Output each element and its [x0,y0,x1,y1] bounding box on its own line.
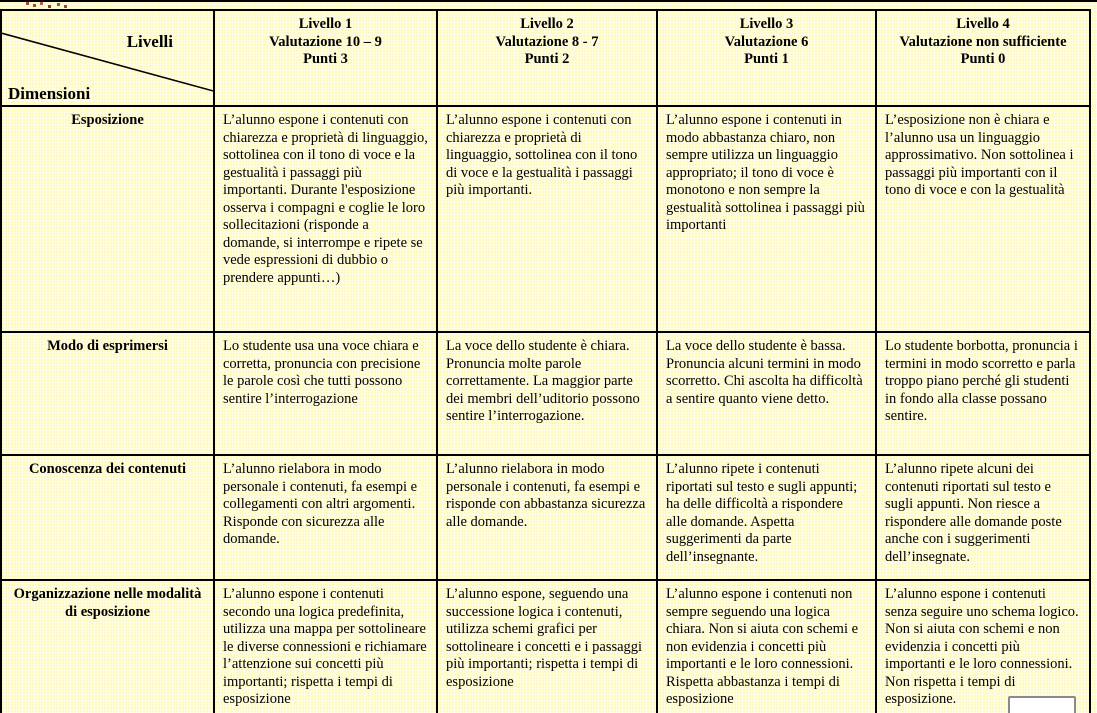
header-line: Livello 2 [520,16,574,32]
header-line: Livello 3 [739,16,794,32]
corner-label-dimensioni: Dimensioni [8,83,91,103]
row-header-modo-di-esprimersi: Modo di esprimersi [1,332,214,455]
cell-esposizione-livello-1: L’alunno espone i contenuti con chiarezza e proprietà di linguaggio, sottolinea con il tono di voce e la gestualità i passaggi più importanti. Durante l'esposizione osserva i compagni e coglie le loro sollecitazioni (risponde a domande, si interrompe e ripete se vede espressioni di dubbio o prendere appunti…) [214,106,437,332]
column-header-livello-1 [214,10,437,106]
row-header-conoscenza: Conoscenza dei contenuti [1,455,214,580]
header-line: Valutazione non sufficiente [899,33,1067,50]
header-line: Valutazione 10 – 9 [269,33,382,50]
cell-esposizione-livello-3: L’alunno espone i contenuti in modo abbastanza chiaro, non sempre utilizza un linguaggio appropriato; il tono di voce è monotono e non sempre la gestualità sottolinea i passaggi più importanti [657,106,876,332]
cell-modo-livello-1: Lo studente usa una voce chiara e corretta, pronuncia con precisione le parole così che tutti possono sentire l’interrogazione [214,332,437,455]
cell-organizzazione-livello-1: L’alunno espone i contenuti secondo una logica predefinita, utilizza una mappa per sottolineare le diverse connessioni e richiamare l’attenzione sui concetti più importanti; rispetta i tempi di esposizione [214,580,437,713]
header-line: Punti 2 [524,51,570,67]
cell-conoscenza-livello-2: L’alunno rielabora in modo personale i contenuti, fa esempi e risponde con abbastanza sicurezza alle domande. [437,455,657,580]
cell-organizzazione-livello-4: L’alunno espone i contenuti senza seguire uno schema logico. Non si aiuta con schemi e non evidenzia i concetti più importanti e le loro connessioni. Non rispetta i tempi di esposizione. [876,580,1090,713]
header-line: Punti 0 [960,51,1006,67]
row-header-organizzazione: Organizzazione nelle modalità di esposizione [1,580,214,713]
cell-conoscenza-livello-4: L’alunno ripete alcuni dei contenuti riportati sul testo e sugli appunti. Non riesce a rispondere alle domande poste anche con i suggerimenti dell’insegnate. [876,455,1090,580]
header-line: Punti 3 [303,51,348,67]
cell-organizzazione-livello-2: L’alunno espone, seguendo una successione logica i contenuti, utilizza schemi grafici per sottolineare i concetti e i passaggi più importanti; rispetta i tempi di esposizione [437,580,657,713]
table-row-esposizione [1,106,1090,332]
cell-esposizione-livello-4: L’esposizione non è chiara e l’alunno usa un linguaggio approssimativo. Non sottolinea i passaggi più importanti con il tono di voce e con la gestualità [876,106,1090,332]
partial-box-bottom-right [1008,696,1076,713]
table-row-modo-di-esprimersi [1,332,1090,455]
cut-off-text-fragment [26,2,29,5]
evaluation-rubric-table [0,9,1091,713]
header-line: Valutazione 6 [724,33,809,50]
cell-conoscenza-livello-3: L’alunno ripete i contenuti riportati sul testo e sugli appunti; ha delle difficoltà a rispondere alle domande. Aspetta suggerimenti da parte dell’insegnante. [657,455,876,580]
header-line: Punti 1 [744,51,789,67]
column-header-livello-4 [876,10,1090,106]
header-row [1,10,1090,106]
cell-organizzazione-livello-3: L’alunno espone i contenuti non sempre seguendo una logica chiara. Non si aiuta con schemi e non evidenzia i concetti più importanti e le loro connessioni. Rispetta abbastanza i tempi di esposizione [657,580,876,713]
cell-modo-livello-3: La voce dello studente è bassa. Pronuncia alcuni termini in modo scorretto. Chi ascolta ha difficoltà a sentire quanto viene detto. [657,332,876,455]
column-header-livello-3 [657,10,876,106]
header-line: Livello 4 [956,16,1010,32]
header-line: Livello 1 [298,16,353,32]
corner-cell [1,10,214,106]
header-line: Valutazione 8 - 7 [495,33,599,50]
table-row-organizzazione [1,580,1090,713]
top-border-line [0,0,1097,2]
cell-modo-livello-2: La voce dello studente è chiara. Pronuncia molte parole correttamente. La maggior parte dei membri dell’uditorio possono sentire l’interrogazione. [437,332,657,455]
row-header-esposizione: Esposizione [1,106,214,332]
column-header-livello-2 [437,10,657,106]
corner-label-livelli: Livelli [126,32,173,51]
table-row-conoscenza [1,455,1090,580]
cell-esposizione-livello-2: L’alunno espone i contenuti con chiarezza e proprietà di linguaggio, sottolinea con il tono di voce e la gestualità i passaggi più importanti. [437,106,657,332]
cell-conoscenza-livello-1: L’alunno rielabora in modo personale i contenuti, fa esempi e collegamenti con altri argomenti. Risponde con sicurezza alle domande. [214,455,437,580]
cell-modo-livello-4: Lo studente borbotta, pronuncia i termini in modo scorretto e parla troppo piano perché gli studenti in fondo alla classe possano sentire. [876,332,1090,455]
